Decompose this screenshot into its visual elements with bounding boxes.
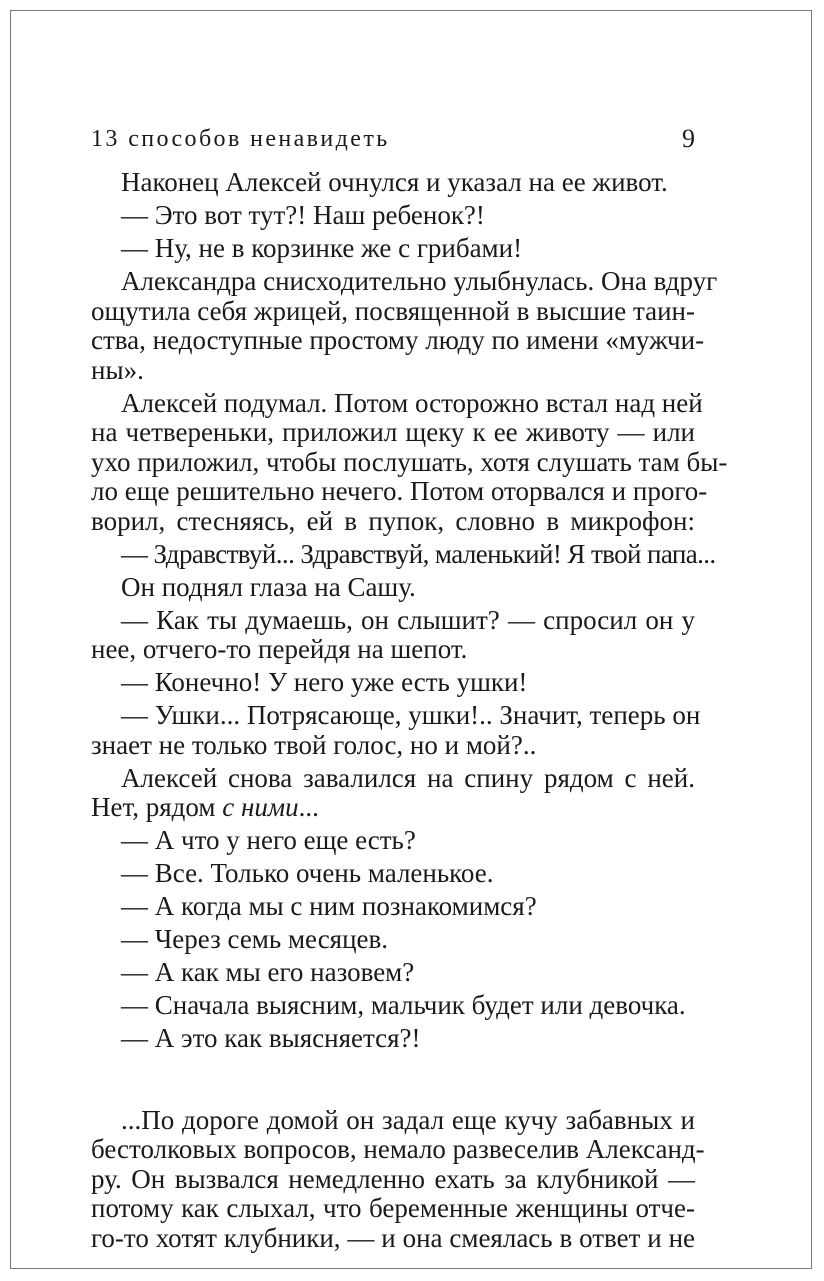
dialogue-line: — А как мы его назовем? bbox=[121, 957, 415, 987]
running-title: 13 способов ненавидеть bbox=[91, 126, 390, 152]
paragraph bbox=[91, 1104, 705, 1254]
paragraph-line: ру. Он вызвался немедленно ехать за клубникой — bbox=[91, 1163, 695, 1194]
dialogue-line: знает не только твой голос, но и мой?.. bbox=[91, 729, 537, 760]
paragraph-line: на четвереньки, приложил щеку к ее животу — или bbox=[91, 417, 695, 447]
dialogue-line: — Здравствуй... Здравствуй, маленький! Я твой папа... bbox=[121, 538, 716, 569]
paragraph bbox=[91, 700, 701, 760]
paragraph-line bbox=[91, 793, 695, 823]
paragraph-line: ства, недоступные простому люду по имени «мужчи- bbox=[91, 325, 705, 355]
paragraph-line: ...По дороге домой он задал еще кучу забавных и bbox=[121, 1104, 695, 1135]
dialogue-line: — Сначала выясним, мальчик будет или девочка. bbox=[121, 990, 686, 1020]
paragraph-line: потому как слыхал, что беременные женщины отче- bbox=[91, 1193, 695, 1223]
paragraph-line: Александра снисходительно улыбнулась. Она вдруг bbox=[121, 266, 718, 296]
paragraph-line: Наконец Алексей очнулся и указал на ее живот. bbox=[121, 167, 668, 197]
dialogue-line: — А это как выясняется?! bbox=[121, 1023, 421, 1053]
paragraph-line: ворил, стесняясь, ей в пупок, словно в микрофон: bbox=[91, 505, 695, 536]
page-number: 9 bbox=[682, 124, 695, 153]
paragraph-line: Он поднял глаза на Сашу. bbox=[121, 571, 416, 602]
dialogue-line: — Это вот тут?! Наш ребенок?! bbox=[121, 200, 485, 230]
dialogue-line: — Через семь месяцев. bbox=[121, 924, 389, 954]
dialogue-line: — Все. Только очень маленькое. bbox=[121, 858, 494, 888]
italic-text: с ними bbox=[222, 792, 299, 822]
dialogue-line: нее, отчего-то перейдя на шепот. bbox=[91, 634, 468, 664]
paragraph-line: ны». bbox=[91, 354, 144, 385]
text-run: ... bbox=[298, 792, 319, 822]
paragraph-line: Алексей подумал. Потом осторожно встал над ней bbox=[121, 387, 703, 418]
paragraph bbox=[91, 266, 718, 385]
paragraph-line: ощутила себя жрицей, посвященной в высшие таин- bbox=[91, 295, 695, 326]
paragraph-line: ухо приложил, чтобы послушать, хотя слушать там бы- bbox=[91, 446, 728, 477]
dialogue-line: — А когда мы с ним познакомимся? bbox=[121, 891, 537, 921]
paragraph-line: Алексей снова завалился на спину рядом с ней. bbox=[121, 762, 695, 793]
paragraph-line: ло еще решительно нечего. Потом оторвался и прого- bbox=[91, 476, 708, 506]
text-run: Нет, рядом bbox=[91, 792, 223, 822]
running-head bbox=[91, 124, 695, 154]
dialogue-line: — Как ты думаешь, он слышит? — спросил он у bbox=[121, 604, 695, 635]
dialogue-line: — Ну, не в корзинке же с грибами! bbox=[121, 233, 523, 263]
section-break bbox=[91, 1054, 695, 1106]
paragraph-line: бестолковых вопросов, немало развеселив Александ- bbox=[91, 1134, 705, 1164]
body-text bbox=[91, 167, 728, 1253]
paragraph bbox=[91, 764, 695, 823]
paragraph-line: го-то хотят клубники, — и она смеялась в ответ и не bbox=[91, 1222, 695, 1253]
paragraph bbox=[91, 387, 728, 537]
dialogue-line: — Ушки... Потрясающе, ушки!.. Значит, теперь он bbox=[121, 700, 701, 730]
dialogue-line: — А что у него еще есть? bbox=[121, 825, 416, 855]
paragraph bbox=[91, 606, 695, 665]
dialogue-line: — Конечно! У него уже есть ушки! bbox=[121, 667, 528, 697]
